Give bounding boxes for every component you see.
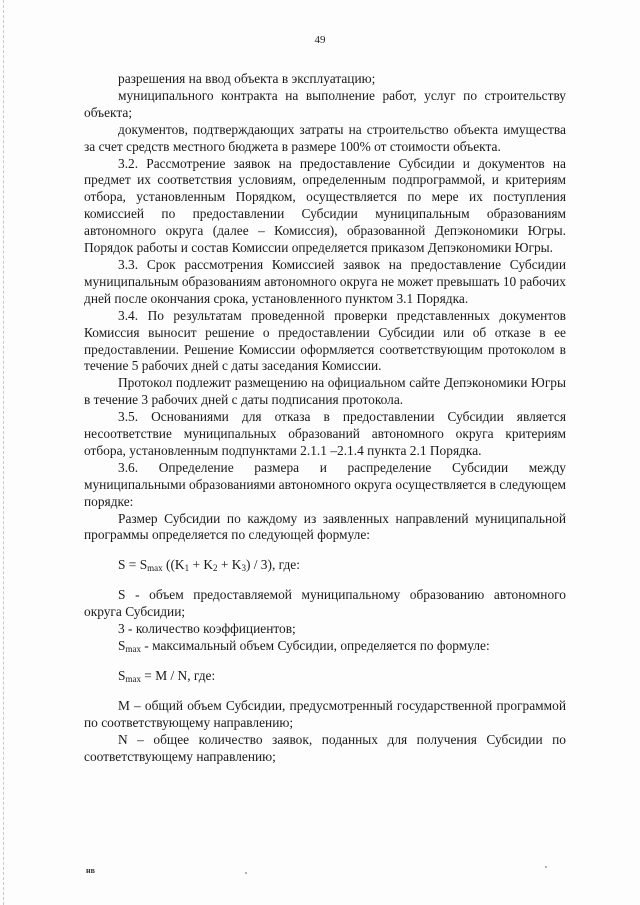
paragraph: муниципального контракта на выполнение работ, услуг по строительству объекта; (84, 87, 566, 120)
scan-speck (545, 866, 547, 868)
footer-initials: нв (86, 866, 95, 875)
definition-n: N – общее количество заявок, поданных для получения Субсидии по соответствующему направлению; (84, 731, 566, 764)
document-body (84, 71, 566, 765)
paragraph: Протокол подлежит размещению на официальном сайте Депэкономики Югры в течение 3 рабочих дней с даты подписания протокола. (84, 375, 566, 408)
paragraph: 3.2. Рассмотрение заявок на предоставление Субсидии и документов на предмет их соответствия условиям, определенным подпрограммой, и критериям отбора, установленным Порядком, осуществляется по мере их поступления комиссией по предоставлении Субсидии муниципальным образованиям автономного округа (далее – Комиссия), образованной Депэкономики Югры. Порядок работы и состав Комиссии определяется приказом Депэкономики Югры. (84, 155, 566, 256)
paragraph: 3.3. Срок рассмотрения Комиссией заявок на предоставление Субсидии муниципальным образованиям автономного округа не может превышать 10 рабочих дней после окончания срока, установленного пунктом 3.1 Порядка. (84, 256, 566, 306)
page-number: 49 (314, 34, 326, 46)
paragraph: 3.4. По результатам проведенной проверки представленных документов Комиссия выносит решение о предоставлении Субсидии или об отказе в ее предоставлении. Решение Комиссии оформляется соответствующим протоколом в течение 5 рабочих дней с даты заседания Комиссии. (84, 307, 566, 374)
paragraph: 3.6. Определение размера и распределение Субсидии между муниципальными образованиями автономного округа осуществляется в следующем порядке: (84, 459, 566, 509)
paragraph: документов, подтверждающих затраты на строительство объекта имущества за счет средств местного бюджета в размере 100% от стоимости объекта. (84, 121, 566, 154)
paragraph: разрешения на ввод объекта в эксплуатацию; (118, 71, 376, 86)
paragraph: Размер Субсидии по каждому из заявленных направлений муниципальной программы определяется по следующей формуле: (84, 510, 566, 543)
formula-smax: $S_{max} = M / N$, где: (118, 667, 216, 684)
definition-three: 3 - количество коэффициентов; (118, 621, 296, 637)
definition-s: S - объем предоставляемой муниципальному образованию автономного округа Субсидии; (84, 587, 566, 620)
formula-subsidy-size: $S = S_{max}$ $((K_1 + K_2 + K_3) / 3)$, где: (118, 557, 300, 574)
definition-smax: $S_{max}$ - максимальный объем Субсидии, определяется по формуле: (118, 638, 490, 654)
paragraph: 3.5. Основаниями для отказа в предоставлении Субсидии является несоответствие муниципальных образований автономного округа критериям отбора, установленным подпунктами 2.1.1 –2.1.4 пункта 2.1 Порядка. (84, 409, 566, 458)
definition-m: M – общий объем Субсидии, предусмотренный государственной программой по соответствующему направлению; (84, 697, 566, 730)
page-edge (3, 0, 5, 905)
scan-speck (245, 872, 247, 874)
